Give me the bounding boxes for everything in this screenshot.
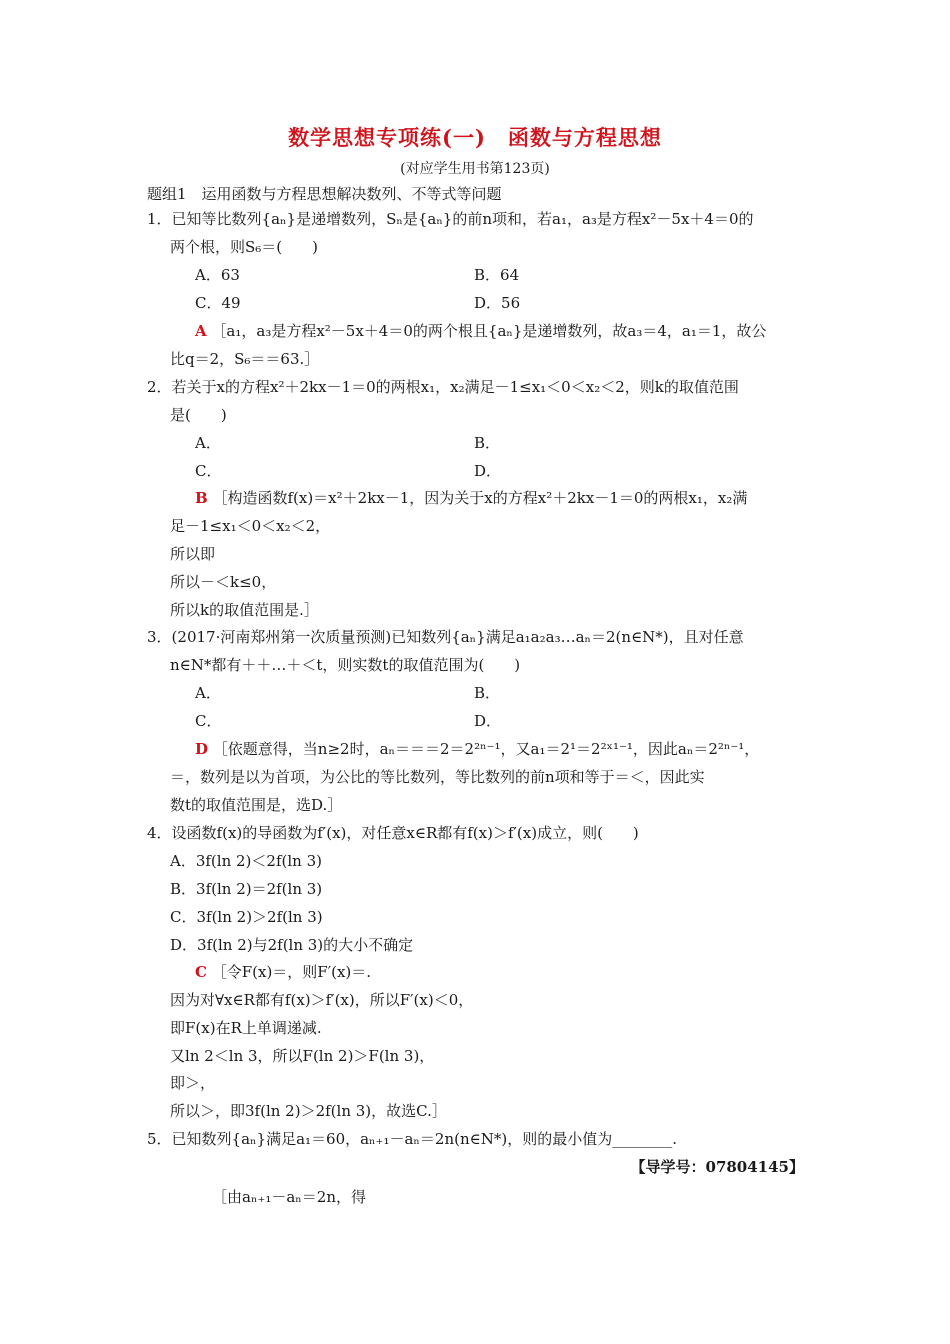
q3-answer-line3: 数t的取值范围是，选D.］: [170, 796, 343, 814]
q2-answer-line1: [195, 488, 747, 508]
q4-answer-line2: 因为对∀x∈R都有f(x)＞f′(x)，所以F′(x)＜0，: [170, 991, 474, 1009]
q5-stem-line1: 5．已知数列{aₙ}满足a₁＝60，aₙ₊₁－aₙ＝2n(n∈N*)，则的最小值为________.: [147, 1130, 677, 1148]
q4-answer-letter: C: [195, 963, 207, 981]
q1-answer-line2: 比q＝2，S₆＝＝63.］: [170, 350, 320, 368]
q1-answer-letter: A: [195, 322, 207, 340]
q3-option-d: D．: [474, 712, 502, 730]
q3-stem-line2: n∈N*都有＋＋…＋＜t，则实数t的取值范围为( ): [170, 656, 521, 674]
q3-answer-line1: [195, 739, 759, 759]
q3-answer-text: ［依题意得，当n≥2时，aₙ＝＝＝2＝2²ⁿ⁻¹，又a₁＝2¹＝2²ˣ¹⁻¹，因此aₙ＝2²ⁿ⁻¹，: [212, 740, 760, 758]
q1-option-b: B．64: [474, 266, 520, 284]
q2-option-d: D．: [474, 462, 502, 480]
q2-option-b: B．: [474, 434, 501, 452]
q3-option-c: C．: [195, 712, 222, 730]
q2-answer-line5: 所以k的取值范围是.］: [170, 601, 319, 619]
q4-option-a: A．3f(ln 2)＜2f(ln 3): [170, 852, 322, 870]
q1-option-a: A．63: [195, 266, 240, 284]
q1-answer-text: ［a₁，a₃是方程x²－5x＋4＝0的两个根且{aₙ}是递增数列，故a₃＝4，a₁＝1，故公: [211, 322, 767, 340]
q4-answer-line4: 又ln 2＜ln 3，所以F(ln 2)＞F(ln 3)，: [170, 1047, 435, 1065]
q2-answer-line4: 所以－＜k≤0，: [170, 573, 277, 591]
q1-option-d: D．56: [474, 294, 521, 312]
q1-option-c: C．49: [195, 294, 241, 312]
q4-answer-line6: 所以＞，即3f(ln 2)＞2f(ln 3)，故选C.］: [170, 1102, 447, 1120]
q4-answer-line5: 即＞，: [170, 1074, 216, 1092]
q1-answer-line1: [195, 321, 766, 341]
q3-answer-line2: ＝，数列是以为首项，为公比的等比数列，等比数列的前n项和等于＝＜，因此实: [170, 768, 705, 786]
q4-answer-line1: [195, 962, 371, 982]
q4-answer-line3: 即F(x)在R上单调递减.: [170, 1019, 322, 1037]
q4-option-c: C．3f(ln 2)＞2f(ln 3): [170, 908, 323, 926]
q2-answer-letter: B: [195, 489, 208, 507]
q3-stem-line1: 3．(2017·河南郑州第一次质量预测)已知数列{aₙ}满足a₁a₂a₃…aₙ＝2(n∈N*)，且对任意: [147, 628, 744, 646]
q4-option-b: B．3f(ln 2)＝2f(ln 3): [170, 880, 323, 898]
q4-option-d: D．3f(ln 2)与2f(ln 3)的大小不确定: [170, 936, 414, 954]
q3-answer-letter: D: [195, 740, 209, 758]
group-heading: 题组1 运用函数与方程思想解决数列、不等式等问题: [147, 185, 502, 203]
q1-stem-line2: 两个根，则S₆＝( ): [170, 238, 318, 256]
q3-option-b: B．: [474, 684, 501, 702]
q2-stem-line2: 是( ): [170, 406, 227, 424]
q3-option-a: A．: [195, 684, 221, 702]
q5-reference-number: 【导学号：07804145】: [630, 1158, 804, 1176]
q2-option-a: A．: [195, 434, 221, 452]
q5-answer-line1: ［由aₙ₊₁－aₙ＝2n，得: [212, 1188, 366, 1206]
q2-answer-text: ［构造函数f(x)＝x²＋2kx－1，因为关于x的方程x²＋2kx－1＝0的两根x₁，x₂满: [212, 489, 748, 507]
q4-stem-line1: 4．设函数f(x)的导函数为f′(x)，对任意x∈R都有f(x)＞f′(x)成立，则( ): [147, 824, 639, 842]
q1-stem-line1: 1．已知等比数列{aₙ}是递增数列，Sₙ是{aₙ}的前n项和，若a₁，a₃是方程x²－5x＋4＝0的: [147, 210, 754, 228]
page-title: 数学思想专项练(一) 函数与方程思想: [288, 125, 662, 150]
q4-answer-text: ［令F(x)＝，则F′(x)＝.: [211, 963, 372, 981]
page-subtitle: (对应学生用书第123页): [400, 161, 550, 177]
q2-option-c: C．: [195, 462, 222, 480]
q2-answer-line2: 足－1≤x₁＜0＜x₂＜2，: [170, 517, 331, 535]
q2-stem-line1: 2．若关于x的方程x²＋2kx－1＝0的两根x₁，x₂满足－1≤x₁＜0＜x₂＜2，则k的取值范围: [147, 378, 739, 396]
q2-answer-line3: 所以即: [170, 545, 216, 563]
